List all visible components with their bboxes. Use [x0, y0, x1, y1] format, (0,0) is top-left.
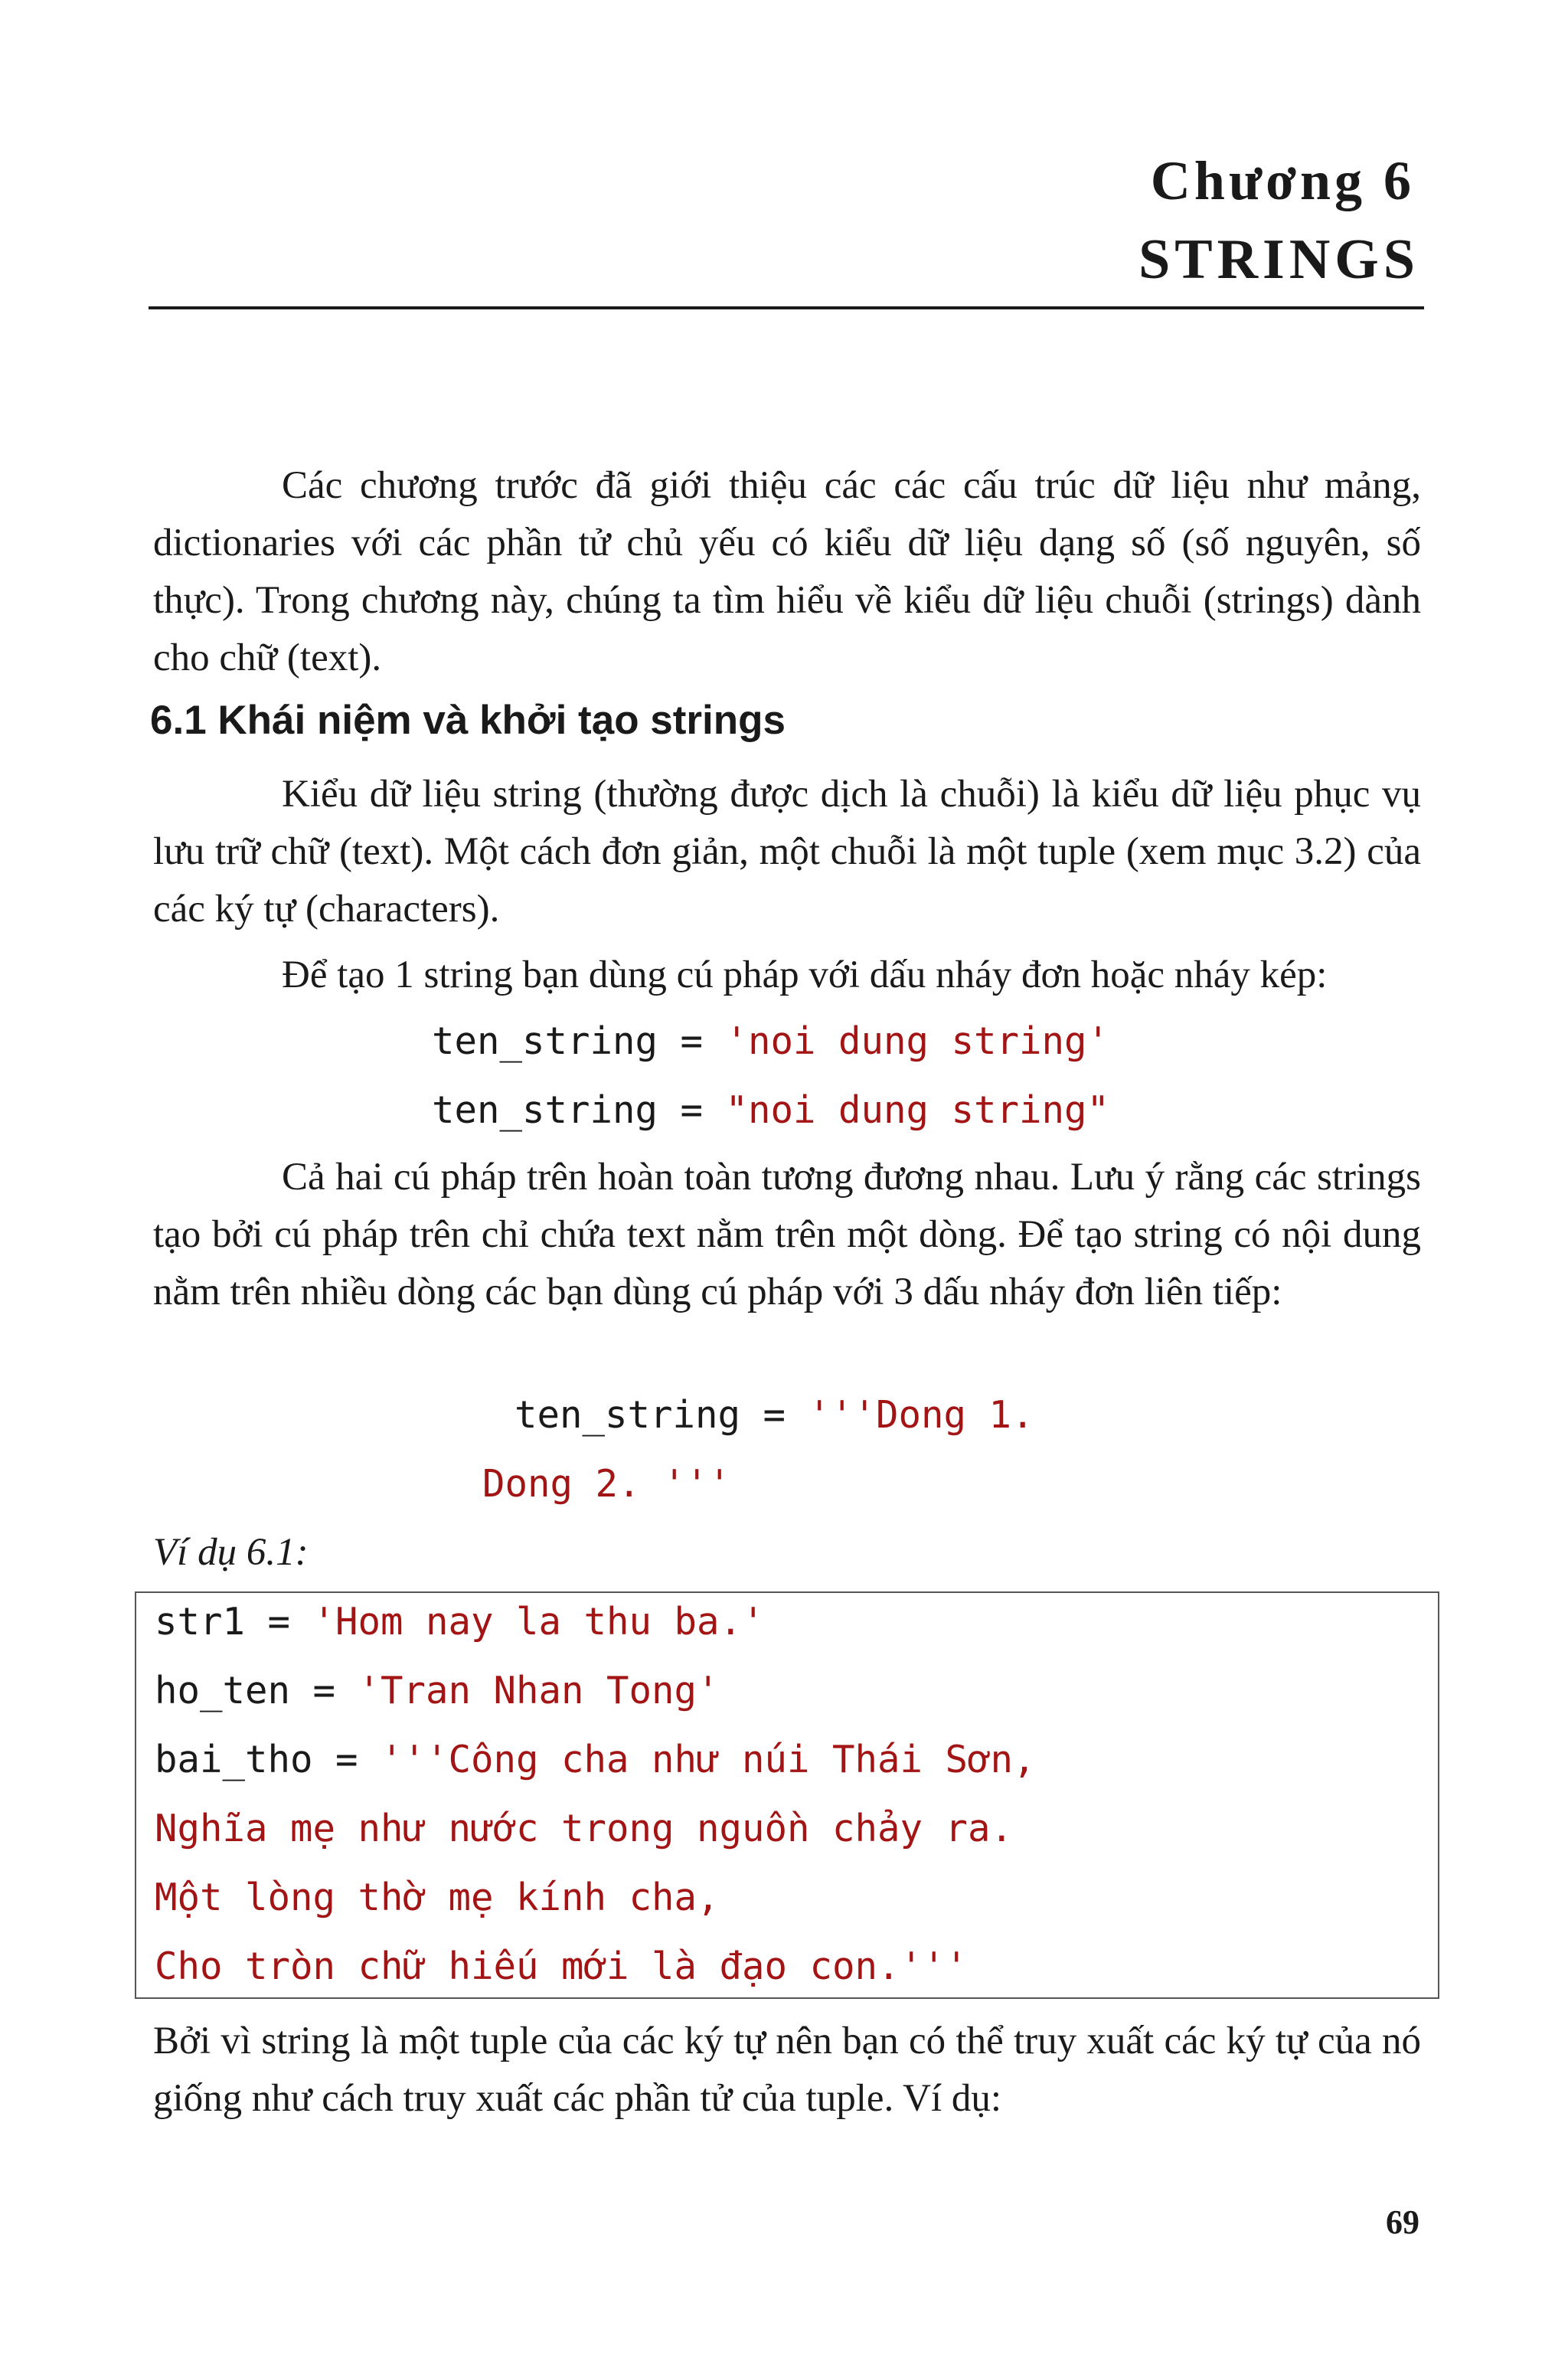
code-line: [155, 1737, 1036, 1783]
code-line: [155, 1875, 720, 1921]
string-part: 'Hom nay la thu ba.': [312, 1600, 765, 1644]
string-part: Một lòng thờ mẹ kính cha,: [155, 1876, 720, 1919]
syntax-string: Dong 2. ''': [482, 1462, 731, 1506]
multiline-syntax-line2: [482, 1461, 731, 1507]
multiline-syntax-line1: [514, 1392, 1034, 1438]
tuple-access-paragraph: Bởi vì string là một tuple của các ký tự nên bạn có thể truy xuất các ký tự của nó giống như cách truy xuất các phần tử của tuple. Ví dụ:: [153, 2020, 1421, 2120]
code-part: str1 =: [155, 1600, 313, 1644]
code-line: [155, 1668, 720, 1714]
string-part: '''Công cha như núi Thái Sơn,: [381, 1738, 1036, 1781]
code-part: ho_ten =: [155, 1669, 358, 1712]
chapter-title: STRINGS: [1138, 228, 1419, 291]
intro-paragraph: Các chương trước đã giới thiệu các các cấu trúc dữ liệu như mảng, dictionaries với các phần tử chủ yếu có kiểu dữ liệu dạng số (số nguyên, số thực). Trong chương này, chúng ta tìm hiểu về kiểu dữ liệu chuỗi (strings) dành cho chữ (text).: [153, 464, 1421, 679]
page-number: 69: [1386, 2203, 1419, 2241]
syntax-string: '''Dong 1.: [808, 1393, 1034, 1437]
string-part: Nghĩa mẹ như nước trong nguồn chảy ra.: [155, 1807, 1014, 1850]
example-caption: Ví dụ 6.1:: [153, 1531, 309, 1574]
syntax-code: ten_string =: [514, 1393, 808, 1437]
syntax-code: ten_string =: [432, 1088, 726, 1132]
syntax-intro-paragraph: Để tạo 1 string bạn dùng cú pháp với dấu nháy đơn hoặc nháy kép:: [282, 953, 1328, 996]
code-line: [155, 1806, 1013, 1852]
syntax-single-quote: [432, 1019, 1109, 1065]
code-line: [155, 1944, 968, 1990]
string-part: Cho tròn chữ hiếu mới là đạo con.''': [155, 1945, 969, 1988]
code-line: [155, 1599, 765, 1645]
title-divider: [149, 306, 1424, 309]
definition-paragraph: Kiểu dữ liệu string (thường được dịch là chuỗi) là kiểu dữ liệu phục vụ lưu trữ chữ (text). Một cách đơn giản, một chuỗi là một tuple (xem mục 3.2) của các ký tự (characters).: [153, 773, 1421, 931]
syntax-string: 'noi dung string': [725, 1019, 1110, 1063]
section-heading: 6.1 Khái niệm và khởi tạo strings: [150, 698, 786, 743]
string-part: 'Tran Nhan Tong': [358, 1669, 720, 1712]
example-code-box: [135, 1591, 1439, 1999]
code-part: bai_tho =: [155, 1738, 381, 1781]
syntax-double-quote: [432, 1088, 1109, 1133]
syntax-string: "noi dung string": [725, 1088, 1110, 1132]
syntax-code: ten_string =: [432, 1019, 726, 1063]
chapter-number: Chương 6: [1150, 150, 1415, 211]
multiline-intro-paragraph: Cả hai cú pháp trên hoàn toàn tương đương nhau. Lưu ý rằng các strings tạo bởi cú pháp trên chỉ chứa text nằm trên một dòng. Để tạo string có nội dung nằm trên nhiều dòng các bạn dùng cú pháp với 3 dấu nháy đơn liên tiếp:: [153, 1156, 1421, 1313]
